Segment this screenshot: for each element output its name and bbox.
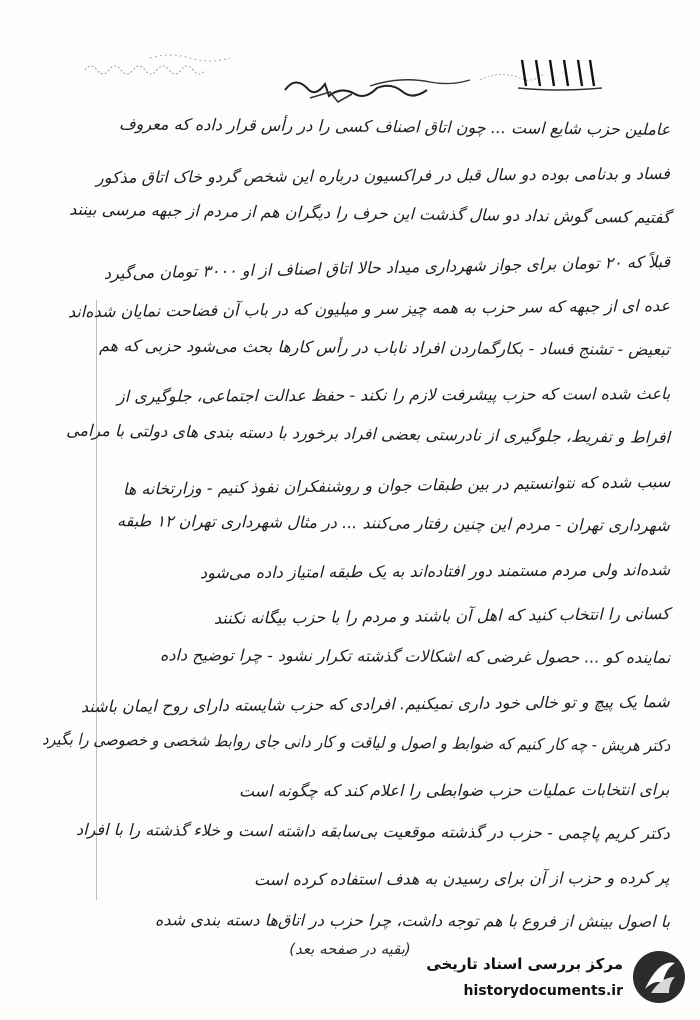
continued-note: (بقیه در صفحه بعد) (289, 940, 411, 958)
handwritten-line: سبب شده که نتوانستیم در بین طبقات جوان و روشنفکران نفوذ کنیم - وزارتخانه ها (122, 472, 671, 499)
handwritten-line: فساد و بدنامی بوده دو سال قبل در فراکسیون درباره این شخص گردو خاک اتاق مذکور (95, 164, 671, 188)
handwritten-line: افراط و تفریط، جلوگیری از نادرستی بعضی افراد برخورد با دسته بندی های دولتی با مرامی (66, 420, 671, 447)
handwritten-line: شهرداری تهران - مردم این چنین رفتار می‌کنند ... در مثال شهرداری تهران ۱۲ طبقه (117, 511, 671, 535)
handwritten-line: دکتر هریش - چه کار کنیم که ضوابط و اصول و لیاقت و کار دانی جای روابط شخصی و خصوصی را بگیرد (41, 729, 671, 755)
page-marker: ۱۱۱۱۱ (70, 40, 73, 41)
handwritten-line: قبلاً که ۲۰ تومان برای جواز شهرداری میداد حالا اتاق اصناف از او ۳۰۰۰ تومان می‌گیرد (103, 252, 671, 283)
handwritten-line: کسانی را انتخاب کنید که اهل آن باشند و مردم را با حزب بیگانه نکنند (214, 604, 671, 628)
handwritten-line: نماینده کو ... حصول غرضی که اشکالات گذشته تکرار نشود - چرا توضیح داده (159, 645, 671, 667)
handwritten-line: برای انتخابات عملیات حزب ضوابطی را اعلام کند که چگونه است (239, 780, 671, 801)
handwritten-line: گفتیم کسی گوش نداد دو سال گذشت این حرف را دیگران هم از مردم از جبهه مرسی بینند (68, 199, 671, 227)
handwritten-line: عاملین حزب شایع است ... چون اتاق اصناف کسی را در رأس قرار داده که معروف (118, 114, 671, 139)
watermark-name: مرکز بررسی اسناد تاریخی (426, 955, 623, 973)
handwritten-line: شما یک پیچ و تو خالی خود داری نمیکنیم. افرادی که حزب شایسته دارای روح ایمان باشند (81, 692, 671, 717)
handwritten-line: دکتر کریم پاچمی - حزب در گذشته موقعیت بی‌سابقه داشته است و خلاء گذشته را با افراد (76, 819, 671, 843)
watermark (418, 945, 693, 1015)
handwritten-line: شده‌اند ولی مردم مستمند دور افتاده‌اند به یک طبقه امتیاز داده می‌شود (199, 560, 671, 583)
handwritten-line: با اصول بینش از فروع با هم توجه داشت، چرا حزب در اتاق‌ها دسته بندی شده (154, 910, 671, 931)
handwritten-line: عده ای از جبهه که سر حزب به همه چیز سر و میلیون که در باب آن فضاحت نمایان شده‌اند (67, 296, 671, 322)
handwritten-line: پر کرده و حزب از آن برای رسیدن به هدف استفاده کرده است (254, 868, 671, 890)
handwritten-body (40, 110, 670, 970)
archive-logo-icon (631, 949, 687, 1005)
handwritten-line: تبعیض - تشنج فساد - بکارگماردن افراد ناباب در رأس کارها بحث می‌شود حزبی که هم (99, 336, 671, 359)
handwritten-line: باعث شده است که حزب پیشرفت لازم را نکند - حفظ عدالت اجتماعی، جلوگیری از (116, 384, 671, 406)
watermark-url: historydocuments.ir (463, 983, 623, 999)
